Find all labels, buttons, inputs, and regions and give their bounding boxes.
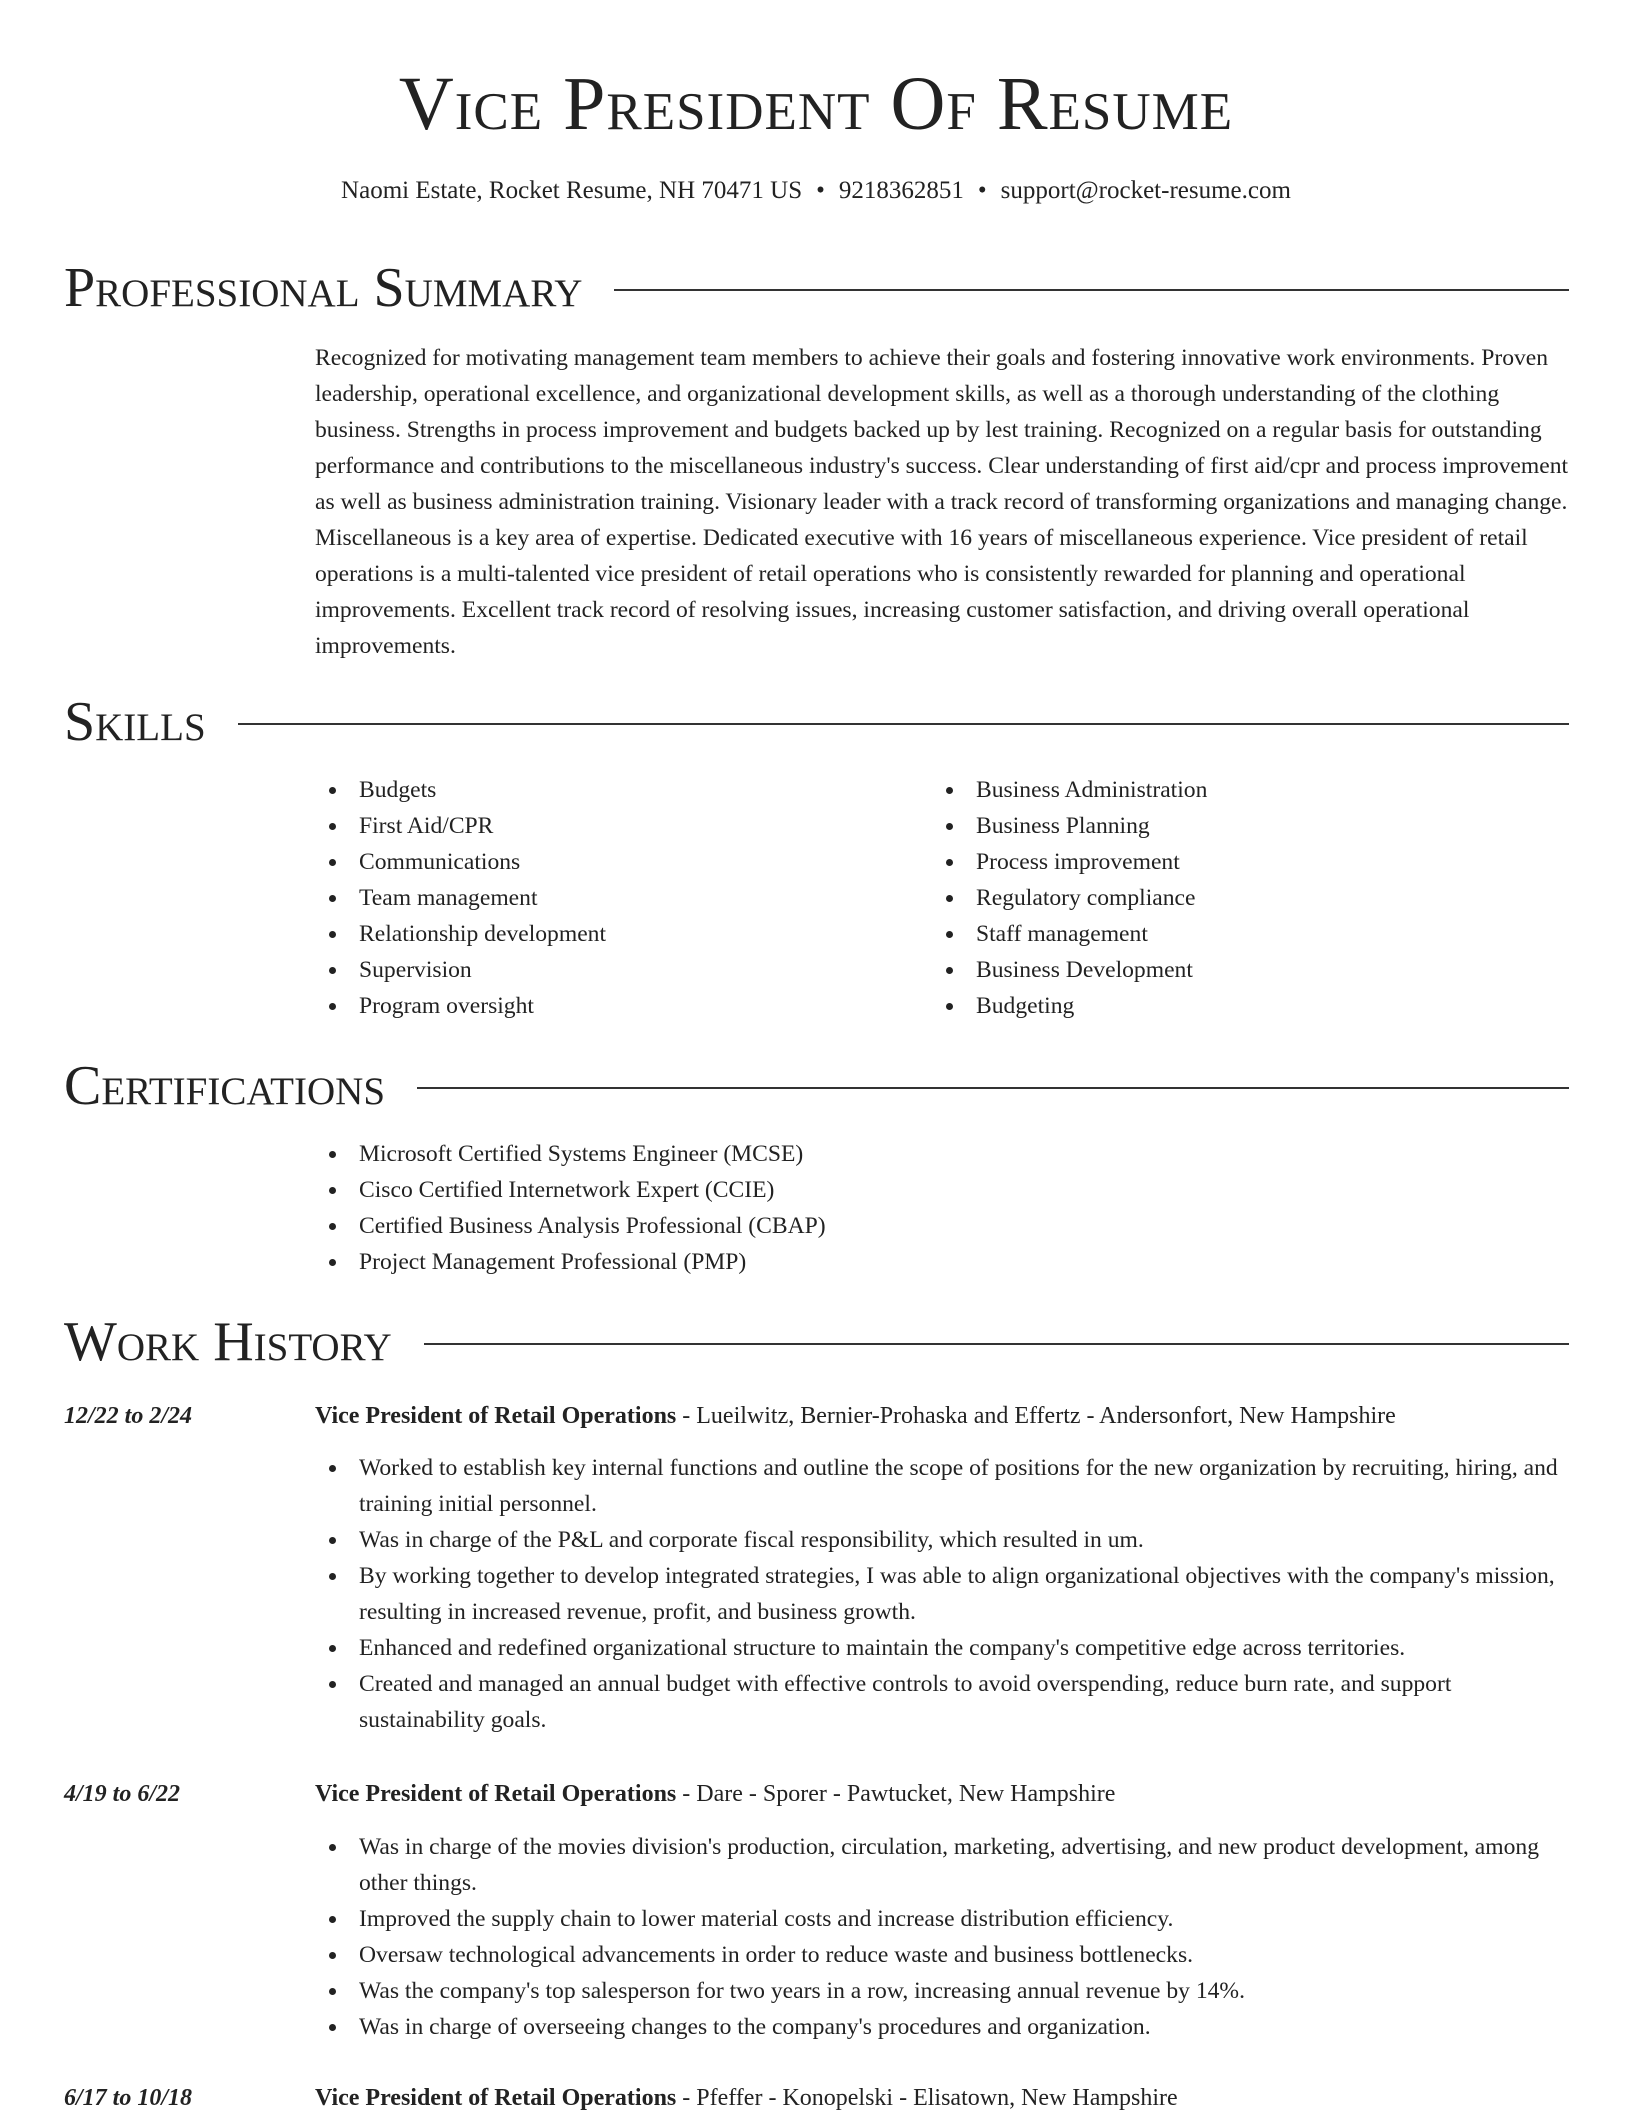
job-bullet: By working together to develop integrated strategies, I was able to align organizational objectives with the company's mission, resulting in increased revenue, profit, and business growth. xyxy=(315,1558,1570,1630)
work-history-heading: Work History xyxy=(64,1311,392,1373)
job-bullet: Enhanced and redefined organizational structure to maintain the company's competitive edge across territories. xyxy=(315,1630,1570,1666)
summary-heading: Professional Summary xyxy=(64,257,583,319)
job-details: - Pfeffer - Konopelski - Elisatown, New Hampshire xyxy=(676,2085,1178,2111)
certification-item: Project Management Professional (PMP) xyxy=(315,1244,1570,1280)
skills-section-header xyxy=(64,692,1569,752)
skill-item: Relationship development xyxy=(315,916,915,952)
job-title: Vice President of Retail Operations xyxy=(315,1781,677,1807)
skills-list-right xyxy=(932,772,1572,1024)
job-bullet: Improved the supply chain to lower material costs and increase distribution efficiency. xyxy=(315,1901,1570,1937)
skill-item: Regulatory compliance xyxy=(932,880,1572,916)
skill-item: Budgeting xyxy=(932,988,1572,1024)
job-bullets xyxy=(315,1450,1570,1738)
job-bullet: Was in charge of overseeing changes to the company's procedures and organization. xyxy=(315,2009,1570,2045)
job-bullet: Created and managed an annual budget with effective controls to avoid overspending, reduce burn rate, and support sustainability goals. xyxy=(315,1666,1570,1738)
skill-item: Supervision xyxy=(315,952,915,988)
skill-item: First Aid/CPR xyxy=(315,808,915,844)
job-title: Vice President of Retail Operations xyxy=(315,2085,677,2111)
job-details: - Dare - Sporer - Pawtucket, New Hampshire xyxy=(676,1781,1116,1807)
section-divider xyxy=(614,289,1569,291)
skills-heading: Skills xyxy=(64,691,206,753)
job-dates: 4/19 to 6/22 xyxy=(64,1781,181,1807)
skill-item: Communications xyxy=(315,844,915,880)
job-dates: 6/17 to 10/18 xyxy=(64,2085,193,2111)
summary-section-header xyxy=(64,258,1569,318)
contact-address: Naomi Estate, Rocket Resume, NH 70471 US xyxy=(341,177,803,204)
section-divider xyxy=(417,1087,1569,1089)
certification-item: Cisco Certified Internetwork Expert (CCIE) xyxy=(315,1172,1570,1208)
certification-item: Microsoft Certified Systems Engineer (MCSE) xyxy=(315,1136,1570,1172)
certification-item: Certified Business Analysis Professional (CBAP) xyxy=(315,1208,1570,1244)
skill-item: Staff management xyxy=(932,916,1572,952)
certifications-section-header xyxy=(64,1056,1569,1116)
job-heading xyxy=(315,2080,1570,2112)
section-divider xyxy=(424,1343,1569,1345)
job-bullet: Worked to establish key internal functions and outline the scope of positions for the new organization by recruiting, hiring, and training initial personnel. xyxy=(315,1450,1570,1522)
skill-item: Program oversight xyxy=(315,988,915,1024)
skill-item: Team management xyxy=(315,880,915,916)
job-bullet: Oversaw technological advancements in order to reduce waste and business bottlenecks. xyxy=(315,1937,1570,1973)
resume-name: Vice President Of Resume xyxy=(398,62,1234,146)
skill-item: Process improvement xyxy=(932,844,1572,880)
job-heading xyxy=(315,1776,1570,1812)
contact-phone: 9218362851 xyxy=(838,177,964,204)
contact-separator: • xyxy=(977,177,987,204)
job-bullet: Was in charge of the movies division's production, circulation, marketing, advertising, and new product development, among other things. xyxy=(315,1829,1570,1901)
skill-item: Business Planning xyxy=(932,808,1572,844)
job-bullets xyxy=(315,1829,1570,2045)
job-title: Vice President of Retail Operations xyxy=(315,1403,677,1429)
certifications-list xyxy=(315,1136,1570,1280)
skill-item: Business Administration xyxy=(932,772,1572,808)
job-bullet: Was in charge of the P&L and corporate fiscal responsibility, which resulted in um. xyxy=(315,1522,1570,1558)
summary-text: Recognized for motivating management team members to achieve their goals and fostering innovative work environments. Proven leadership, operational excellence, and organizational development skills, as well as a thorough understanding of the clothing business. Strengths in process improvement and budgets backed up by lest training. Recognized on a regular basis for outstanding performance and contributions to the miscellaneous industry's success. Clear understanding of first aid/cpr and process improvement as well as business administration training. Visionary leader with a track record of transforming organizations and managing change. Miscellaneous is a key area of expertise. Dedicated executive with 16 years of miscellaneous experience. Vice president of retail operations is a multi-talented vice president of retail operations who is consistently rewarded for planning and operational improvements. Excellent track record of resolving issues, increasing customer satisfaction, and driving overall operational improvements. xyxy=(315,345,1569,659)
contact-email: support@rocket-resume.com xyxy=(1000,177,1291,204)
section-divider xyxy=(238,723,1569,725)
job-dates: 12/22 to 2/24 xyxy=(64,1403,193,1429)
job-details: - Lueilwitz, Bernier-Prohaska and Effertz - Andersonfort, New Hampshire xyxy=(676,1403,1396,1429)
contact-line xyxy=(0,176,1632,206)
certifications-heading: Certifications xyxy=(64,1055,386,1117)
work-history-section-header xyxy=(64,1312,1569,1372)
skill-item: Business Development xyxy=(932,952,1572,988)
job-heading xyxy=(315,1398,1570,1434)
skills-list-left xyxy=(315,772,915,1024)
job-bullet: Was the company's top salesperson for two years in a row, increasing annual revenue by 14%. xyxy=(315,1973,1570,2009)
skill-item: Budgets xyxy=(315,772,915,808)
contact-separator: • xyxy=(816,177,825,204)
